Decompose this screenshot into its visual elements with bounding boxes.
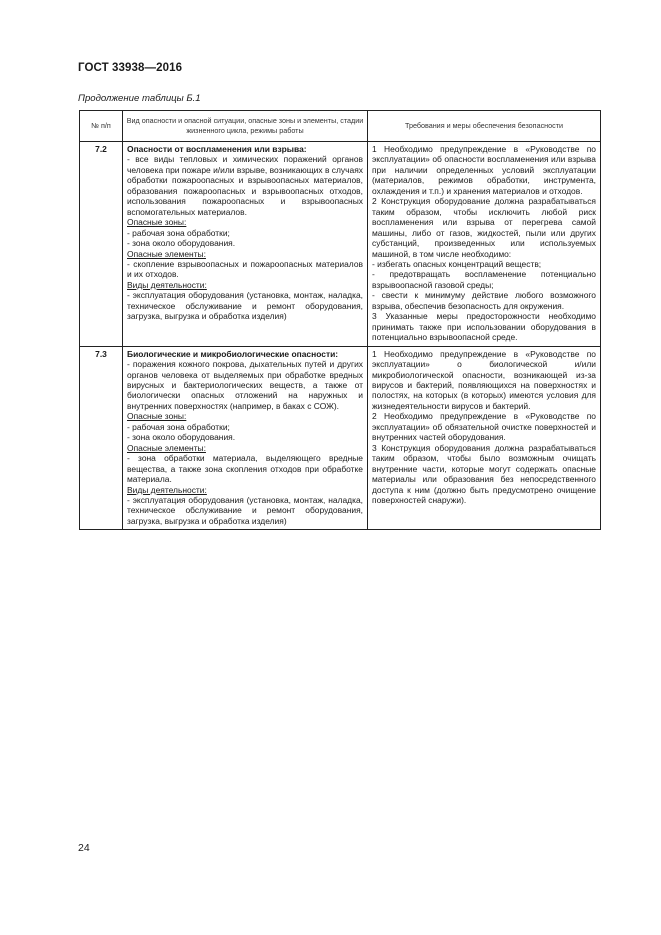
row-number: 7.3 xyxy=(80,346,123,530)
column-header-number: № п/п xyxy=(80,111,123,142)
element-item: - скопление взрывоопасных и пожароопасных материалов и их отходов. xyxy=(127,258,363,280)
zone-item: - зона около оборудования. xyxy=(127,238,236,249)
hazard-title: Опасности от воспламенения или взрыва: xyxy=(127,144,307,154)
standard-header: ГОСТ 33938—2016 xyxy=(78,62,183,74)
table-row xyxy=(80,346,601,530)
row-number: 7.2 xyxy=(80,142,123,347)
hazard-cell xyxy=(123,142,368,347)
measure-item: 2 Конструкция оборудование должна разрабатываться таким образом, чтобы исключить любой риск воспламенения или взрыва от перегрева самой машины, либо от газов, жидкостей, пыли или других субстанций, произведенных или используемых машиной, в том числе необходимо: xyxy=(372,196,596,259)
measure-item: 1 Необходимо предупреждение в «Руководстве по эксплуатации» о биологической и/или микробиологической опасности, возникающей из-за вирусов и бактерий, появляющихся на поверхностях и полостях, на которых (в которых) имеются условия для жизнедеятельности вирусов и бактерий. xyxy=(372,348,596,411)
hazard-title: Биологические и микробиологические опасности: xyxy=(127,348,339,359)
activities-label: Виды деятельности: xyxy=(127,484,207,495)
measure-item: 1 Необходимо предупреждение в «Руководстве по эксплуатации» об опасности воспламенения или взрыва при наличии определенных условий эксплуатации (материалов, режимов обработки, инструмента, охлаждения и т.п.) и хранения материалов и отходов. xyxy=(372,144,596,196)
activity-item: - эксплуатация оборудования (установка, монтаж, наладка, техническое обслуживание и ремонт оборудования, загрузка, выгрузка и обработка изделия) xyxy=(127,290,363,322)
zone-item: - зона около оборудования. xyxy=(127,432,236,443)
zones-label: Опасные зоны: xyxy=(127,411,187,422)
measure-item: - предотвращать воспламенение потенциально взрывоопасной газовой среды; xyxy=(372,269,596,290)
column-header-measures: Требования и меры обеспечения безопасности xyxy=(368,111,601,142)
measure-item: 3 Конструкция оборудования должна разрабатываться таким образом, чтобы было возможным очищать внутренние части, которые могут содержать опасные материалы или образования без непосредственного доступа к ним (должно быть предусмотрено очищение поверхностей снаружи). xyxy=(372,442,596,505)
element-item: - зона обработки материала, выделяющего вредные вещества, а также зона скопления отходов при обработке материала. xyxy=(127,453,363,485)
hazards-table xyxy=(79,110,601,530)
column-header-hazard: Вид опасности и опасной ситуации, опасные зоны и элементы, стадии жизненного цикла, режимы работы xyxy=(123,111,368,142)
measure-item: - свести к минимуму действие любого возможного взрыва, обеспечив безопасность для окружения. xyxy=(372,290,596,311)
zone-item: - рабочая зона обработки; xyxy=(127,421,230,432)
elements-label: Опасные элементы: xyxy=(127,248,206,259)
measures-cell xyxy=(368,346,601,530)
measure-item: 2 Необходимо предупреждение в «Руководстве по эксплуатации» об обязательной очистке поверхностей и внутренних частей оборудования. xyxy=(372,411,596,443)
hazard-description: - поражения кожного покрова, дыхательных путей и других органов человека от выделяемых при обработке вредных вирусных и бактериологических веществ, а также от биологически опасных отложений на наружных и внутренних поверхностях (например, в баках с СОЖ). xyxy=(127,359,363,411)
zones-label: Опасные зоны: xyxy=(127,217,187,228)
table-row xyxy=(80,142,601,347)
table-header-row xyxy=(80,111,601,142)
measures-cell xyxy=(368,142,601,347)
measure-item: - избегать опасных концентраций веществ; xyxy=(372,258,542,269)
elements-label: Опасные элементы: xyxy=(127,442,206,453)
page-number: 24 xyxy=(78,842,90,854)
activity-item: - эксплуатация оборудования (установка, монтаж, наладка, техническое обслуживание и ремонт оборудования, загрузка, выгрузка и обработка изделия) xyxy=(127,494,363,526)
hazard-description: - все виды тепловых и химических поражений органов человека при пожаре и/или взрыве, возникающих в случаях обработки пожароопасных и взрывоопасных материалов, образования пожароопасных и взрывоопасных отходов, использования пожароопасных и взрывоопасных вспомогательных материалов. xyxy=(127,154,364,217)
zone-item: - рабочая зона обработки; xyxy=(127,227,230,238)
activities-label: Виды деятельности: xyxy=(127,279,207,290)
hazard-cell xyxy=(123,346,368,530)
table-caption: Продолжение таблицы Б.1 xyxy=(78,93,201,104)
measure-item: 3 Указанные меры предосторожности необходимо принимать также при использовании оборудования в потенциально взрывоопасной среде. xyxy=(372,311,596,343)
